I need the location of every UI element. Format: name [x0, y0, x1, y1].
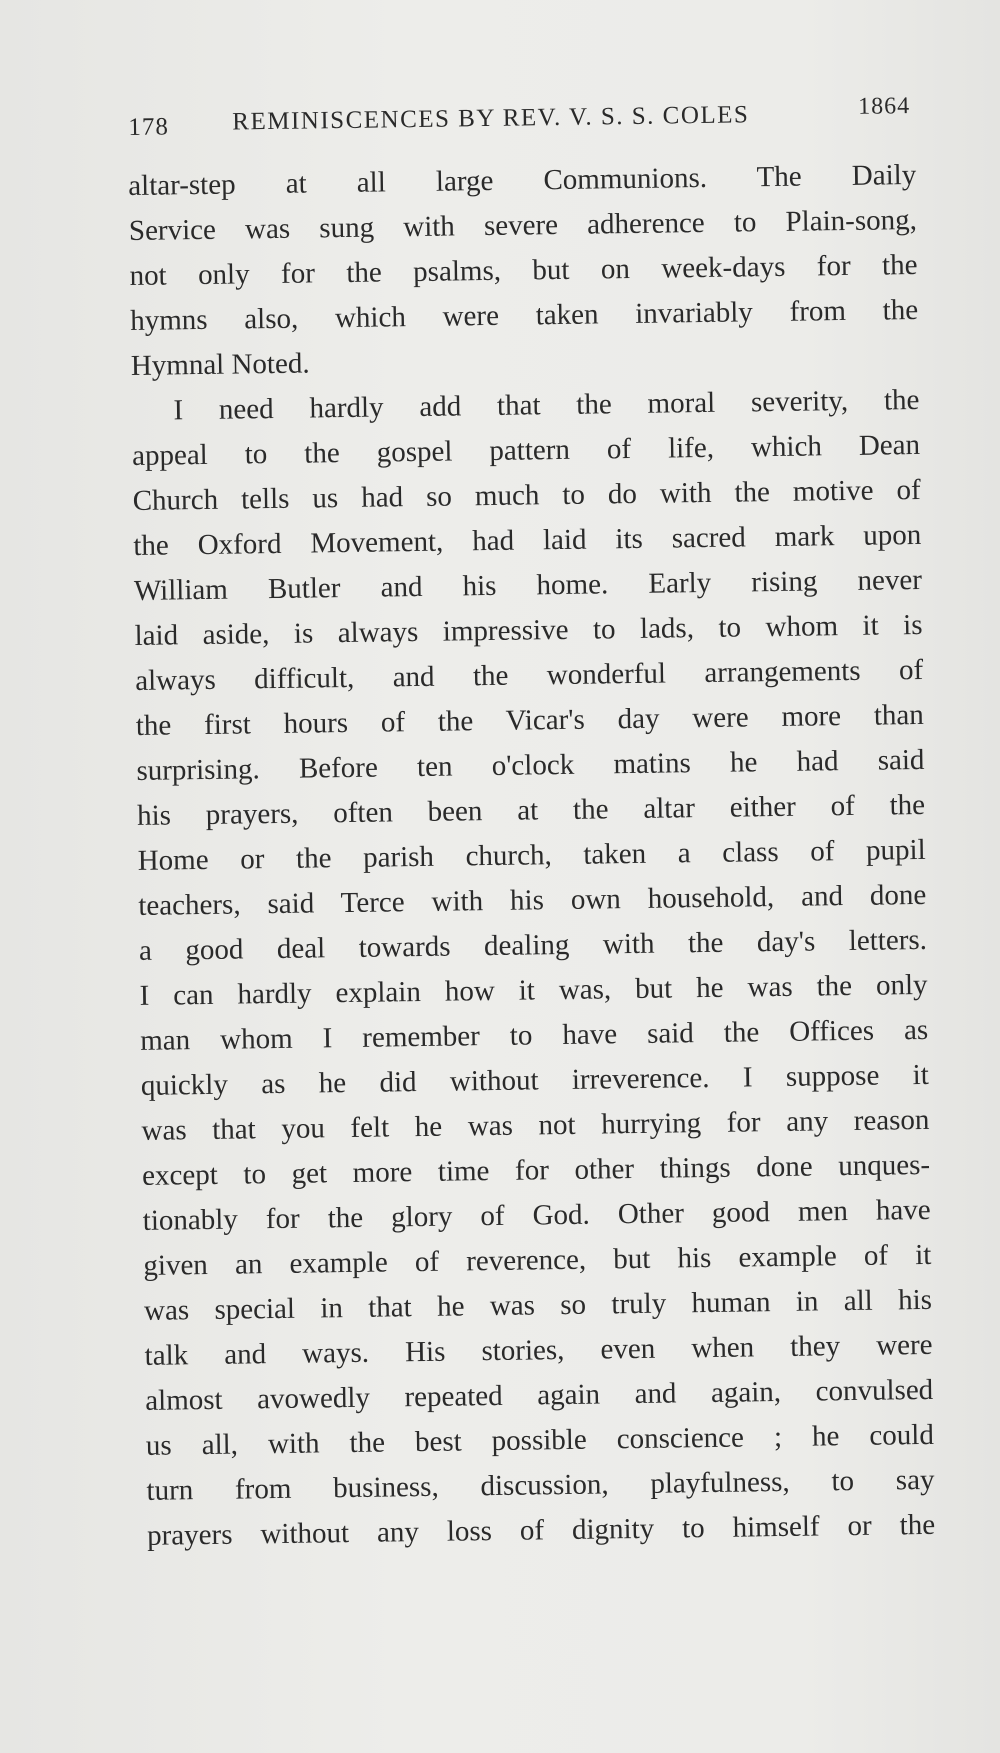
- page-number: 178: [128, 113, 170, 141]
- text-line: the first hours of the Vicar's day were more than: [135, 698, 924, 742]
- text-line: turn from business, discussion, playfulness, to say: [146, 1463, 935, 1507]
- text-line: teachers, said Terce with his own household, and done: [138, 878, 927, 922]
- text-line: except to get more time for other things done unques-: [141, 1148, 931, 1192]
- text-line: not only for the psalms, but on week-days for the: [129, 248, 918, 292]
- text-line: a good deal towards dealing with the day's letters.: [138, 923, 928, 967]
- text-line: given an example of reverence, but his example of it: [143, 1238, 932, 1282]
- text-line: Service was sung with severe adherence to Plain-song,: [128, 203, 918, 247]
- text-line: altar-step at all large Communions. The Daily: [128, 158, 917, 202]
- text-line: almost avowedly repeated again and again, convulsed: [145, 1373, 934, 1417]
- text-line: surprising. Before ten o'clock matins he had said: [136, 743, 925, 787]
- text-line: us all, with the best possible conscience ; he could: [145, 1418, 935, 1462]
- text-line: man whom I remember to have said the Offices as: [140, 1013, 929, 1057]
- text-line: William Butler and his home. Early rising never: [133, 563, 923, 607]
- text-line: was special in that he was so truly human in all his: [143, 1283, 933, 1327]
- running-title: REMINISCENCES BY REV. V. S. S. COLES: [232, 101, 750, 136]
- text-line: I need hardly add that the moral severity, the: [173, 383, 920, 427]
- text-line: Home or the parish church, taken a class of pupil: [137, 833, 926, 877]
- text-line: talk and ways. His stories, even when they were: [144, 1328, 933, 1372]
- text-line: hymns also, which were taken invariably from the: [129, 293, 919, 337]
- text-line: prayers without any loss of dignity to himself or the: [146, 1508, 936, 1552]
- page-header: [128, 89, 910, 140]
- text-line: laid aside, is always impressive to lads, to whom it is: [134, 608, 923, 652]
- text-line: always difficult, and the wonderful arrangements of: [134, 653, 924, 697]
- header-year: 1864: [857, 93, 911, 120]
- text-line: was that you felt he was not hurrying for any reason: [141, 1103, 930, 1147]
- text-line: the Oxford Movement, had laid its sacred mark upon: [133, 518, 922, 562]
- text-line: Hymnal Noted.: [130, 347, 310, 382]
- body-text: [128, 153, 935, 1559]
- text-line: his prayers, often been at the altar either of the: [136, 788, 926, 832]
- text-line: appeal to the gospel pattern of life, which Dean: [131, 428, 921, 472]
- text-line: Church tells us had so much to do with the motive of: [132, 473, 921, 517]
- text-line: I can hardly explain how it was, but he was the only: [139, 968, 928, 1012]
- text-line: tionably for the glory of God. Other good men have: [142, 1193, 931, 1237]
- text-line: quickly as he did without irreverence. I suppose it: [140, 1058, 930, 1102]
